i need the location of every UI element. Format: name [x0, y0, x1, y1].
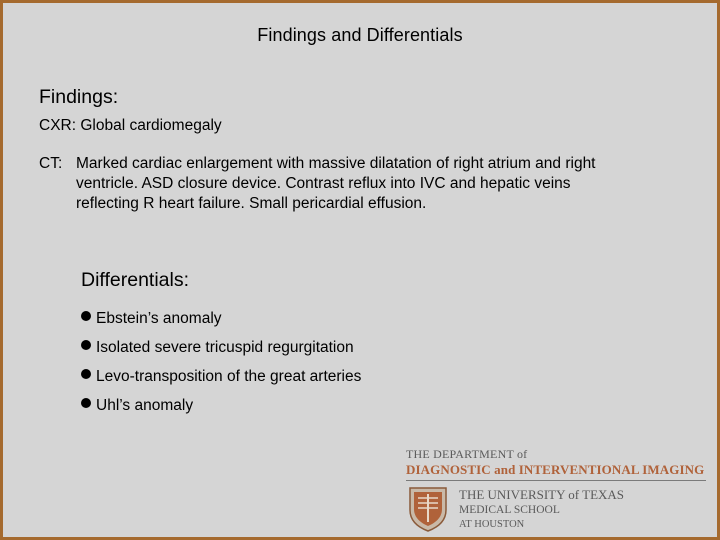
- list-item: [81, 299, 361, 328]
- differential-text: Uhl’s anomaly: [96, 397, 194, 414]
- logo-department-line2: DIAGNOSTIC and INTERVENTIONAL IMAGING: [406, 462, 705, 477]
- slide-title: Findings and Differentials: [257, 25, 463, 45]
- list-item: [81, 386, 361, 415]
- list-item: [81, 357, 361, 386]
- bullet-icon: [81, 398, 91, 408]
- findings-heading: Findings:: [39, 86, 119, 108]
- differential-text: Ebstein’s anomaly: [96, 310, 222, 327]
- logo-university-line3: AT HOUSTON: [459, 519, 525, 530]
- bullet-icon: [81, 340, 91, 350]
- ct-prefix: CT:: [39, 155, 63, 172]
- logo-department-line1: THE DEPARTMENT of: [406, 447, 528, 461]
- ct-finding: [39, 154, 679, 214]
- bullet-icon: [81, 369, 91, 379]
- cxr-finding: CXR: Global cardiomegaly: [39, 117, 222, 134]
- ct-line-1: [39, 154, 679, 174]
- logo-divider: [406, 480, 706, 481]
- differential-text: Isolated severe tricuspid regurgitation: [96, 339, 354, 356]
- ut-shield-icon: [408, 486, 448, 532]
- list-item: [81, 328, 361, 357]
- differentials-heading: Differentials:: [81, 269, 190, 291]
- ct-line-text: Marked cardiac enlargement with massive dilatation of right atrium and right: [76, 155, 596, 172]
- differential-text: Levo-transposition of the great arteries: [96, 368, 362, 385]
- department-logo: [403, 443, 720, 539]
- differentials-list: [81, 299, 361, 415]
- logo-university-line2: MEDICAL SCHOOL: [459, 504, 560, 516]
- logo-university-line1: THE UNIVERSITY of TEXAS: [459, 487, 625, 502]
- bullet-icon: [81, 311, 91, 321]
- ct-line-3: reflecting R heart failure. Small pericardial effusion.: [76, 195, 427, 212]
- ct-line-2: ventricle. ASD closure device. Contrast reflux into IVC and hepatic veins: [76, 175, 571, 192]
